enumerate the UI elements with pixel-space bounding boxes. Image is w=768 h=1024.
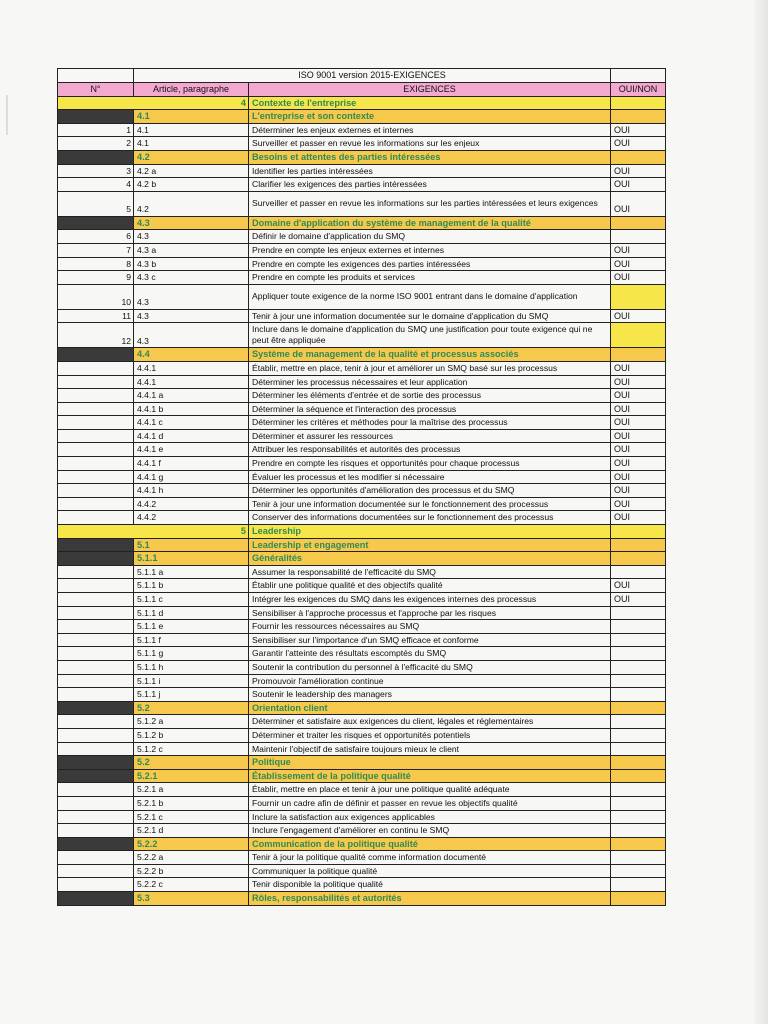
- answer-cell: OUI: [611, 593, 666, 607]
- row-number: [58, 389, 134, 403]
- answer-cell: OUI: [611, 271, 666, 285]
- requirement-row: [58, 284, 666, 309]
- answer-cell: OUI: [611, 123, 666, 137]
- requirements-body: [58, 96, 666, 905]
- answer-cell: OUI: [611, 511, 666, 525]
- answer-cell: OUI: [611, 416, 666, 430]
- answer-cell: [611, 538, 666, 552]
- row-number: [58, 660, 134, 674]
- row-number: [58, 511, 134, 525]
- answer-cell: OUI: [611, 429, 666, 443]
- requirement-text: Fournir les ressources nécessaires au SMQ: [249, 620, 611, 634]
- article-ref: 4.4.1 f: [134, 457, 249, 471]
- article-ref: 4.4.1 h: [134, 484, 249, 498]
- article-ref: 5.2.1 b: [134, 796, 249, 810]
- answer-cell: OUI: [611, 191, 666, 216]
- article-ref: 5.1.1: [134, 552, 249, 566]
- requirement-text: Clarifier les exigences des parties intéressées: [249, 178, 611, 192]
- row-number: 2: [58, 137, 134, 151]
- requirement-text: Prendre en compte les exigences des parties intéressées: [249, 257, 611, 271]
- requirement-text: Soutenir la contribution du personnel à l'efficacité du SMQ: [249, 660, 611, 674]
- article-ref: 4.4: [134, 348, 249, 362]
- requirement-text: Assumer la responsabilité de l'efficacité du SMQ: [249, 565, 611, 579]
- requirement-row: [58, 123, 666, 137]
- answer-cell: [611, 892, 666, 906]
- row-number: [58, 769, 134, 783]
- requirement-row: [58, 796, 666, 810]
- answer-cell: [611, 783, 666, 797]
- requirement-row: [58, 878, 666, 892]
- article-ref: 4.4.1 c: [134, 416, 249, 430]
- subsection-title: Politique: [249, 756, 611, 770]
- article-ref: 4.4.1 g: [134, 470, 249, 484]
- requirement-text: Promouvoir l'amélioration continue: [249, 674, 611, 688]
- article-ref: 5.1.2 a: [134, 715, 249, 729]
- subsection-row: [58, 552, 666, 566]
- requirement-row: [58, 674, 666, 688]
- answer-cell: [611, 620, 666, 634]
- row-number: [58, 796, 134, 810]
- article-ref: 5.2.1 a: [134, 783, 249, 797]
- row-number: [58, 375, 134, 389]
- subsection-title: Généralités: [249, 552, 611, 566]
- requirement-row: [58, 470, 666, 484]
- section-number: 4: [58, 96, 249, 110]
- article-ref: 5.2.2: [134, 837, 249, 851]
- article-ref: 5.2: [134, 701, 249, 715]
- answer-cell: [611, 606, 666, 620]
- answer-cell: [611, 552, 666, 566]
- requirement-row: [58, 864, 666, 878]
- article-ref: 5.2.2 c: [134, 878, 249, 892]
- article-ref: 4.4.1 d: [134, 429, 249, 443]
- subsection-title: Système de management de la qualité et processus associés: [249, 348, 611, 362]
- row-number: [58, 715, 134, 729]
- requirement-row: [58, 389, 666, 403]
- article-ref: 4.4.1 e: [134, 443, 249, 457]
- subsection-row: [58, 110, 666, 124]
- requirement-text: Soutenir le leadership des managers: [249, 688, 611, 702]
- subsection-title: L'entreprise et son contexte: [249, 110, 611, 124]
- requirement-row: [58, 565, 666, 579]
- row-number: [58, 620, 134, 634]
- requirement-row: [58, 484, 666, 498]
- article-ref: 4.2: [134, 150, 249, 164]
- subsection-title: Besoins et attentes des parties intéressées: [249, 150, 611, 164]
- requirement-text: Attribuer les responsabilités et autorités des processus: [249, 443, 611, 457]
- article-ref: 5.3: [134, 892, 249, 906]
- row-number: [58, 701, 134, 715]
- header-requirement: EXIGENCES: [249, 83, 611, 97]
- row-number: [58, 633, 134, 647]
- row-number: [58, 579, 134, 593]
- row-number: [58, 150, 134, 164]
- subsection-title: Orientation client: [249, 701, 611, 715]
- requirement-text: Identifier les parties intéressées: [249, 164, 611, 178]
- section-row: [58, 96, 666, 110]
- row-number: 12: [58, 323, 134, 348]
- answer-cell: [611, 878, 666, 892]
- answer-cell: OUI: [611, 579, 666, 593]
- row-number: [58, 348, 134, 362]
- article-ref: 4.3 b: [134, 257, 249, 271]
- row-number: 9: [58, 271, 134, 285]
- requirement-row: [58, 361, 666, 375]
- subsection-row: [58, 756, 666, 770]
- subsection-row: [58, 538, 666, 552]
- article-ref: 5.2.1 d: [134, 824, 249, 838]
- requirement-text: Déterminer les critères et méthodes pour la maîtrise des processus: [249, 416, 611, 430]
- answer-cell: [611, 284, 666, 309]
- requirement-text: Déterminer les processus nécessaires et leur application: [249, 375, 611, 389]
- row-number: [58, 416, 134, 430]
- article-ref: 5.1.2 c: [134, 742, 249, 756]
- requirement-row: [58, 647, 666, 661]
- row-number: [58, 565, 134, 579]
- answer-cell: [611, 323, 666, 348]
- requirement-row: [58, 606, 666, 620]
- answer-cell: [611, 715, 666, 729]
- row-number: [58, 674, 134, 688]
- answer-cell: OUI: [611, 497, 666, 511]
- requirement-text: Conserver des informations documentées sur le fonctionnement des processus: [249, 511, 611, 525]
- requirement-text: Déterminer les enjeux externes et internes: [249, 123, 611, 137]
- row-number: 5: [58, 191, 134, 216]
- row-number: [58, 538, 134, 552]
- requirement-text: Intégrer les exigences du SMQ dans les exigences internes des processus: [249, 593, 611, 607]
- subsection-title: Communication de la politique qualité: [249, 837, 611, 851]
- subsection-title: Domaine d'application du système de management de la qualité: [249, 216, 611, 230]
- requirement-row: [58, 137, 666, 151]
- requirement-text: Prendre en compte les produits et services: [249, 271, 611, 285]
- article-ref: 5.1.1 f: [134, 633, 249, 647]
- answer-cell: OUI: [611, 309, 666, 323]
- row-number: 4: [58, 178, 134, 192]
- answer-cell: [611, 851, 666, 865]
- subsection-row: [58, 837, 666, 851]
- row-number: [58, 728, 134, 742]
- answer-cell: OUI: [611, 178, 666, 192]
- article-ref: 5.2.2 a: [134, 851, 249, 865]
- article-ref: 5.1.1 c: [134, 593, 249, 607]
- requirement-row: [58, 402, 666, 416]
- requirement-row: [58, 309, 666, 323]
- answer-cell: [611, 756, 666, 770]
- answer-cell: [611, 810, 666, 824]
- article-ref: 5.1.1 i: [134, 674, 249, 688]
- answer-cell: OUI: [611, 375, 666, 389]
- answer-cell: [611, 110, 666, 124]
- row-number: [58, 892, 134, 906]
- subsection-row: [58, 892, 666, 906]
- answer-cell: OUI: [611, 361, 666, 375]
- row-number: [58, 742, 134, 756]
- requirement-text: Tenir à jour une information documentée sur le fonctionnement des processus: [249, 497, 611, 511]
- answer-cell: OUI: [611, 389, 666, 403]
- answer-cell: [611, 796, 666, 810]
- row-number: [58, 878, 134, 892]
- requirement-text: Définir le domaine d'application du SMQ: [249, 230, 611, 244]
- requirement-row: [58, 230, 666, 244]
- article-ref: 4.4.1 a: [134, 389, 249, 403]
- answer-cell: OUI: [611, 457, 666, 471]
- requirement-text: Établir une politique qualité et des objectifs qualité: [249, 579, 611, 593]
- subsection-row: [58, 769, 666, 783]
- subsection-title: Leadership et engagement: [249, 538, 611, 552]
- requirement-text: Garantir l'atteinte des résultats escomptés du SMQ: [249, 647, 611, 661]
- answer-cell: [611, 660, 666, 674]
- subsection-row: [58, 348, 666, 362]
- row-number: [58, 497, 134, 511]
- answer-cell: [611, 701, 666, 715]
- requirement-text: Établir, mettre en place et tenir à jour une politique qualité adéquate: [249, 783, 611, 797]
- answer-cell: [611, 216, 666, 230]
- iso-requirements-table: [57, 68, 666, 906]
- row-number: [58, 361, 134, 375]
- article-ref: 4.1: [134, 137, 249, 151]
- article-ref: 5.2: [134, 756, 249, 770]
- requirement-row: [58, 742, 666, 756]
- requirement-row: [58, 443, 666, 457]
- requirement-text: Prendre en compte les risques et opportunités pour chaque processus: [249, 457, 611, 471]
- answer-cell: [611, 230, 666, 244]
- answer-cell: OUI: [611, 243, 666, 257]
- answer-cell: OUI: [611, 137, 666, 151]
- section-number: 5: [58, 525, 249, 539]
- row-number: [58, 443, 134, 457]
- requirement-text: Prendre en compte les enjeux externes et internes: [249, 243, 611, 257]
- article-ref: 4.3: [134, 284, 249, 309]
- article-ref: 5.2.2 b: [134, 864, 249, 878]
- answer-cell: [611, 674, 666, 688]
- requirement-row: [58, 593, 666, 607]
- requirement-text: Déterminer la séquence et l'interaction des processus: [249, 402, 611, 416]
- row-number: [58, 429, 134, 443]
- row-number: [58, 851, 134, 865]
- requirement-row: [58, 271, 666, 285]
- row-number: [58, 864, 134, 878]
- row-number: 11: [58, 309, 134, 323]
- answer-cell: OUI: [611, 470, 666, 484]
- answer-cell: [611, 525, 666, 539]
- answer-cell: [611, 150, 666, 164]
- requirement-text: Tenir à jour la politique qualité comme information documenté: [249, 851, 611, 865]
- article-ref: 4.1: [134, 123, 249, 137]
- subsection-row: [58, 216, 666, 230]
- requirement-text: Surveiller et passer en revue les informations sur les enjeux: [249, 137, 611, 151]
- requirement-row: [58, 660, 666, 674]
- requirement-text: Déterminer et traiter les risques et opportunités potentiels: [249, 728, 611, 742]
- article-ref: 4.3: [134, 230, 249, 244]
- row-number: 1: [58, 123, 134, 137]
- answer-cell: [611, 647, 666, 661]
- row-number: [58, 593, 134, 607]
- requirement-text: Sensibiliser à l'approche processus et l'approche par les risques: [249, 606, 611, 620]
- requirement-row: [58, 620, 666, 634]
- requirement-text: Déterminer les opportunités d'amélioration des processus et du SMQ: [249, 484, 611, 498]
- article-ref: 4.2 a: [134, 164, 249, 178]
- requirement-text: Inclure la satisfaction aux exigences applicables: [249, 810, 611, 824]
- requirement-row: [58, 688, 666, 702]
- requirement-row: [58, 191, 666, 216]
- row-number: [58, 824, 134, 838]
- row-number: [58, 606, 134, 620]
- row-number: [58, 402, 134, 416]
- requirement-text: Fournir un cadre afin de définir et passer en revue les objectifs qualité: [249, 796, 611, 810]
- requirement-text: Tenir à jour une information documentée sur le domaine d'application du SMQ: [249, 309, 611, 323]
- article-ref: 5.1.2 b: [134, 728, 249, 742]
- row-number: [58, 756, 134, 770]
- answer-cell: [611, 633, 666, 647]
- article-ref: 5.1.1 j: [134, 688, 249, 702]
- requirement-row: [58, 243, 666, 257]
- requirement-row: [58, 810, 666, 824]
- article-ref: 4.3: [134, 216, 249, 230]
- requirement-row: [58, 164, 666, 178]
- answer-cell: OUI: [611, 402, 666, 416]
- row-number: [58, 837, 134, 851]
- requirement-text: Appliquer toute exigence de la norme ISO 9001 entrant dans le domaine d'application: [249, 284, 611, 309]
- requirement-row: [58, 715, 666, 729]
- requirement-row: [58, 416, 666, 430]
- article-ref: 4.4.2: [134, 511, 249, 525]
- header-answer: OUI/NON: [611, 83, 666, 97]
- requirement-text: Communiquer la politique qualité: [249, 864, 611, 878]
- answer-cell: [611, 824, 666, 838]
- table-title: ISO 9001 version 2015-EXIGENCES: [134, 69, 611, 83]
- requirement-row: [58, 851, 666, 865]
- section-title: Contexte de l'entreprise: [249, 96, 611, 110]
- article-ref: 5.1.1 e: [134, 620, 249, 634]
- row-number: [58, 688, 134, 702]
- answer-cell: [611, 769, 666, 783]
- row-number: [58, 216, 134, 230]
- requirement-text: Inclure dans le domaine d'application du SMQ une justification pour toute exigence qui ne peut être appliquée: [249, 323, 611, 348]
- answer-cell: [611, 565, 666, 579]
- requirement-row: [58, 497, 666, 511]
- article-ref: 4.1: [134, 110, 249, 124]
- article-ref: 5.1.1 g: [134, 647, 249, 661]
- answer-cell: OUI: [611, 164, 666, 178]
- answer-cell: [611, 837, 666, 851]
- article-ref: 5.1.1 a: [134, 565, 249, 579]
- row-number: [58, 457, 134, 471]
- requirement-row: [58, 511, 666, 525]
- requirement-row: [58, 457, 666, 471]
- requirement-row: [58, 728, 666, 742]
- subsection-row: [58, 150, 666, 164]
- scan-margin-mark: [6, 95, 8, 135]
- article-ref: 5.1.1 h: [134, 660, 249, 674]
- row-number: [58, 647, 134, 661]
- subsection-title: Rôles, responsabilités et autorités: [249, 892, 611, 906]
- row-number: [58, 484, 134, 498]
- table-title-row: [58, 69, 666, 83]
- row-number: 7: [58, 243, 134, 257]
- requirement-text: Évaluer les processus et les modifier si nécessaire: [249, 470, 611, 484]
- answer-cell: OUI: [611, 443, 666, 457]
- subsection-title: Établissement de la politique qualité: [249, 769, 611, 783]
- article-ref: 5.2.1 c: [134, 810, 249, 824]
- requirement-row: [58, 178, 666, 192]
- requirement-text: Sensibiliser sur l'importance d'un SMQ efficace et conforme: [249, 633, 611, 647]
- article-ref: 5.1.1 b: [134, 579, 249, 593]
- article-ref: 4.2 b: [134, 178, 249, 192]
- requirement-row: [58, 375, 666, 389]
- requirement-row: [58, 783, 666, 797]
- answer-cell: OUI: [611, 484, 666, 498]
- requirement-row: [58, 257, 666, 271]
- answer-cell: OUI: [611, 257, 666, 271]
- section-row: [58, 525, 666, 539]
- row-number: 6: [58, 230, 134, 244]
- requirement-row: [58, 579, 666, 593]
- section-title: Leadership: [249, 525, 611, 539]
- requirement-row: [58, 633, 666, 647]
- answer-cell: [611, 688, 666, 702]
- row-number: [58, 810, 134, 824]
- row-number: 8: [58, 257, 134, 271]
- subsection-row: [58, 701, 666, 715]
- article-ref: 4.3: [134, 323, 249, 348]
- row-number: [58, 110, 134, 124]
- header-article: Article, paragraphe: [134, 83, 249, 97]
- requirement-text: Déterminer et satisfaire aux exigences du client, légales et réglementaires: [249, 715, 611, 729]
- header-no: N°: [58, 83, 134, 97]
- requirement-row: [58, 824, 666, 838]
- requirement-text: Surveiller et passer en revue les informations sur les parties intéressées et leurs exigences: [249, 191, 611, 216]
- article-ref: 5.1.1 d: [134, 606, 249, 620]
- requirement-text: Inclure l'engagement d'améliorer en continu le SMQ: [249, 824, 611, 838]
- row-number: [58, 470, 134, 484]
- article-ref: 4.3 a: [134, 243, 249, 257]
- requirement-text: Déterminer et assurer les ressources: [249, 429, 611, 443]
- article-ref: 4.4.1: [134, 375, 249, 389]
- article-ref: 4.4.2: [134, 497, 249, 511]
- row-number: 10: [58, 284, 134, 309]
- article-ref: 4.3: [134, 309, 249, 323]
- requirement-text: Tenir disponible la politique qualité: [249, 878, 611, 892]
- table-header-row: [58, 83, 666, 97]
- answer-cell: [611, 728, 666, 742]
- row-number: 3: [58, 164, 134, 178]
- article-ref: 5.1: [134, 538, 249, 552]
- requirement-text: Déterminer les éléments d'entrée et de sortie des processus: [249, 389, 611, 403]
- requirement-text: Établir, mettre en place, tenir à jour et améliorer un SMQ basé sur les processus: [249, 361, 611, 375]
- answer-cell: [611, 348, 666, 362]
- sheet-edge: [754, 0, 768, 1024]
- answer-cell: [611, 96, 666, 110]
- requirement-text: Maintenir l'objectif de satisfaire toujours mieux le client: [249, 742, 611, 756]
- article-ref: 4.4.1: [134, 361, 249, 375]
- row-number: [58, 552, 134, 566]
- article-ref: 4.3 c: [134, 271, 249, 285]
- requirement-row: [58, 323, 666, 348]
- answer-cell: [611, 742, 666, 756]
- row-number: [58, 783, 134, 797]
- article-ref: 4.2: [134, 191, 249, 216]
- article-ref: 5.2.1: [134, 769, 249, 783]
- requirement-row: [58, 429, 666, 443]
- article-ref: 4.4.1 b: [134, 402, 249, 416]
- answer-cell: [611, 864, 666, 878]
